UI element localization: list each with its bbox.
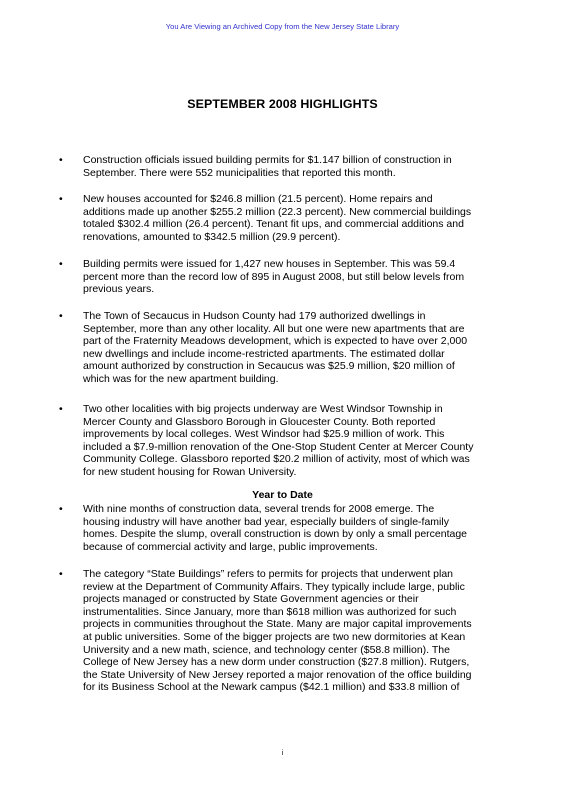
text-line: projects in communities throughout the State. Many are major capital improvements xyxy=(83,618,472,631)
text-line: for new student housing for Rowan University. xyxy=(83,465,297,478)
bullet-icon: • xyxy=(59,310,63,322)
bullet-icon: • xyxy=(59,403,63,415)
text-line: The Town of Secaucus in Hudson County had 179 authorized dwellings in xyxy=(83,310,426,322)
text-line: College of New Jersey has a new dorm under construction ($27.8 million). Rutgers, xyxy=(83,656,470,669)
page-title: SEPTEMBER 2008 HIGHLIGHTS xyxy=(187,97,378,111)
text-line: instrumentalities. Since January, more than $618 million was authorized for such xyxy=(83,605,457,618)
list-item xyxy=(59,193,499,243)
text-line: September. There were 552 municipalities that reported this month. xyxy=(83,166,396,179)
text-line: because of commercial activity and large, public improvements. xyxy=(83,540,378,553)
list-item-text xyxy=(83,403,499,479)
list-item-text xyxy=(83,193,499,243)
text-line: The category “State Buildings” refers to permits for projects that underwent plan xyxy=(83,568,454,580)
text-line: Building permits were issued for 1,427 new houses in September. This was 59.4 xyxy=(83,258,456,270)
list-item xyxy=(59,568,499,694)
text-line: Construction officials issued building permits for $1.147 billion of construction in xyxy=(83,154,452,166)
text-line: for its Business School at the Newark campus ($42.1 million) and $33.8 million of xyxy=(83,681,460,694)
text-line: Two other localities with big projects underway are West Windsor Township in xyxy=(83,403,443,415)
text-line: new dwellings and include income-restricted apartments. The estimated dollar xyxy=(83,347,445,360)
list-item xyxy=(59,403,499,479)
text-line: projects managed or constructed by State Government agencies or their xyxy=(83,593,419,606)
text-line: New houses accounted for $246.8 million (21.5 percent). Home repairs and xyxy=(83,193,433,205)
bullet-icon: • xyxy=(59,568,63,580)
text-line: September, more than any other locality. All but one were new apartments that are xyxy=(83,322,465,335)
list-item-text xyxy=(83,258,499,296)
archive-banner: You Are Viewing an Archived Copy from the New Jersey State Library xyxy=(165,22,400,31)
text-line: renovations, amounted to $342.5 million (29.9 percent). xyxy=(83,230,341,243)
text-line: part of the Fraternity Meadows development, which is expected to have over 2,000 xyxy=(83,335,468,348)
list-item-text xyxy=(83,568,499,694)
page-number: i xyxy=(281,750,284,757)
text-line: homes. Despite the slump, overall construction is down by only a small percentage xyxy=(83,528,468,541)
text-line: housing industry will have another bad year, especially builders of single-family xyxy=(83,515,449,528)
text-line: percent more than the record low of 895 in August 2008, but still below levels from xyxy=(83,270,465,283)
text-line: With nine months of construction data, several trends for 2008 emerge. The xyxy=(83,503,435,515)
list-item xyxy=(59,154,499,179)
text-line: improvements by local colleges. West Windsor had $25.9 million of work. This xyxy=(83,428,445,441)
text-line: review at the Department of Community Affairs. They typically include large, public xyxy=(83,580,465,593)
section-heading-year-to-date: Year to Date xyxy=(252,489,313,501)
list-item-text xyxy=(83,503,499,553)
bullet-icon: • xyxy=(59,154,63,166)
bullet-icon: • xyxy=(59,503,63,515)
text-line: included a $7.9-million renovation of the One-Stop Student Center at Mercer County xyxy=(83,440,474,453)
bullet-icon: • xyxy=(59,258,63,270)
text-line: Mercer County and Glassboro Borough in Gloucester County. Both reported xyxy=(83,415,436,428)
list-item-text xyxy=(83,154,499,179)
text-line: the State University of New Jersey reported a major renovation of the office building xyxy=(83,668,472,681)
bullet-icon: • xyxy=(59,193,63,205)
list-item-text xyxy=(83,310,499,386)
text-line: totaled $302.4 million (26.4 percent). Tenant fit ups, and commercial additions and xyxy=(83,218,464,231)
text-line: which was for the new apartment building. xyxy=(83,372,279,385)
text-line: University and a new math, science, and technology center ($58.8 million). The xyxy=(83,643,450,656)
text-line: Community College. Glassboro reported $20.2 million of activity, most of which was xyxy=(83,453,470,466)
text-line: amount authorized by construction in Secaucus was $25.9 million, $20 million of xyxy=(83,360,455,373)
list-item xyxy=(59,503,499,553)
list-item xyxy=(59,258,499,296)
text-line: additions made up another $255.2 million (22.3 percent). New commercial buildings xyxy=(83,205,472,218)
text-line: previous years. xyxy=(83,283,155,296)
text-line: at public universities. Some of the bigger projects are two new dormitories at Kean xyxy=(83,630,466,643)
list-item xyxy=(59,310,499,386)
